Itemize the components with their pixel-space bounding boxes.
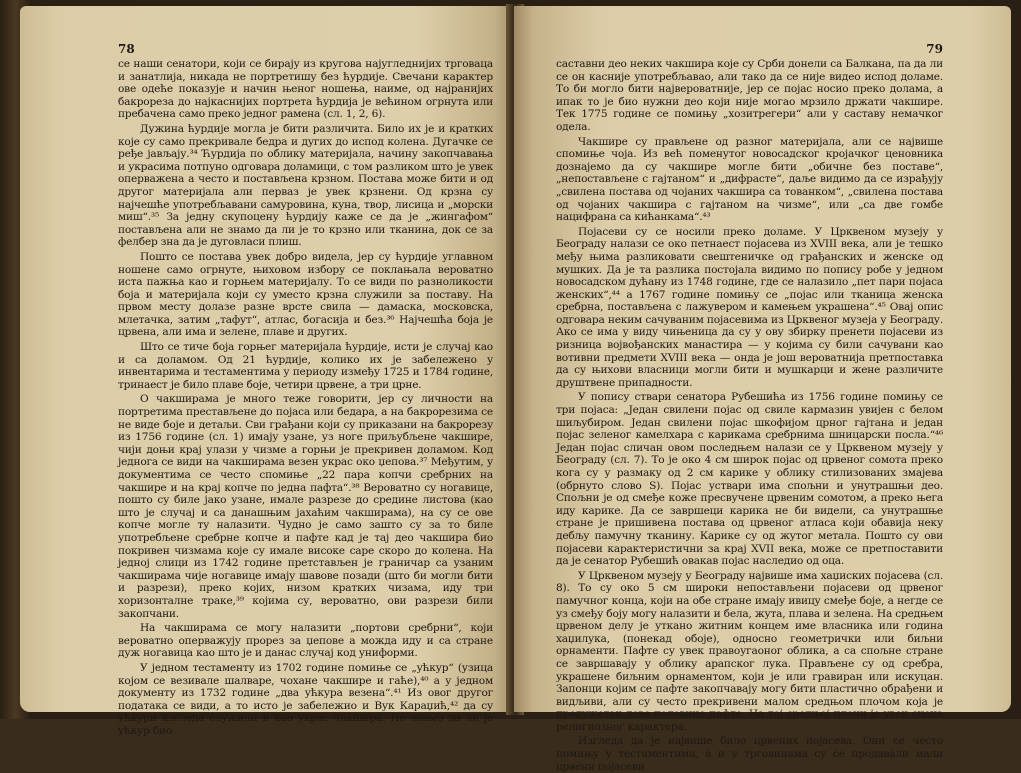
paragraph: се наши сенатори, који се бирају из кругова најугледнијих трговаца и занатлија, никада не портретишу без ћурдије. Свечани карактер ове одеће показује и начин њеног ношења, наиме, од најранијих бакрореза до најкаснијих портрета ћурдија је већином огрнута или пребачена само преко једног рамена (сл. 1, 2, 6). — [118, 58, 493, 121]
paragraph: Појасеви су се носили преко доламе. У Црквеном музеју у Београду налази се око петнаест појасева из XVIII века, али је тешко међу њима разликовати свештеничке од грађанских и женске од мушких. Да је та разлика постојала видимо по попису робе у једном новосадском дућану из 1748 године, где се налазило „пет пари појаса женских“,⁴⁴ а 1767 године помињу се „појас или тканица женска сребрна, постављена с лажувером и камењем украшена“.⁴⁵ Овај опис одговара неким сачуваним појасевима из Црквеног музеја у Београду. Ако се има у виду чињеница да су у ову збирку пренети појасеви из ризница војвођанских манастира — у којима су били сачувани као вотивни предмети XVIII века — онда је још вероватнија претпоставка да су њихови власници могли бити и мушкарци и жене различите друштвене припадности. — [556, 225, 943, 389]
paragraph: Дужина ћурдије могла је бити различита. Било их је и кратких које су само прекривале бедра и дугих до испод колена. Дугачке се ређе јављају.³⁴ Ћурдија по облику материјала, начину закопчавања и украсима потпуно одговара доламици, с том разликом што је увек оперважена а често и постављена крзном. Постава може бити и од другог материјала али перваз је увек крзнени. Од крзна су најчешће употребљавани самуровина, куна, твор, лисица и „морски миш“.³⁵ За једну скупоцену ћурдију каже се да је „жингафом“ постављена али не знамо да ли је то крзно или тканина, док се за фелбер зна да је дуговласи плиш. — [118, 122, 493, 249]
paragraph: У попису ствари сенатора Рубешића из 1756 године помињу се три појаса: „Један свилени појас од свиле кармазин увијен с белом шиљубиром. Један свилени појас шкофијом црног гајтана и један појас зеленог камелхара с карикама сребрнима шницарски посла.“⁴⁶ Један појас сличан овом последњем налази се у Црквеном музеју у Београду (сл. 7). То је око 4 см широк појас од црвеног сомота преко кога су у размаку од 2 см карике у облику стилизованих змајева (обрнуто слово S). Појас уствари има спољни и унутрашњи део. Спољни је од смеђе коже пресвучене црвеним сомотом, а преко њега иду карике. Да се завршеци карика не би видели, са унутрашње стране је пришивена постава од црвеног атласа који обавија неку дебљу памучну тканину. Карике су од жутог метала. Пошто су ови појасеви карактеристични за крај XVII века, може се претпоставити да је сенатор Рубешић овакав појас наследио од оца. — [556, 391, 943, 568]
page-text — [556, 58, 943, 773]
paragraph: Чакшире су прављене од разног материјала, али се највише спомиње чоја. Из већ поменутог новосадског кројачког ценовника дознајемо да су чакшире могле бити „обичне без поставе“, „непостављене с гајтаном“ и „дифрасте“, даље видимо да се израђују „свилена постава од чојаних чакшира са тованком“, „свилена постава од чојаних чакшира с гајтаном на чизме“, или „са две гомбе нацифрана са кићанкама“.⁴³ — [556, 135, 943, 224]
paragraph: саставни део неких чакшира које су Срби донели са Балкана, па да ли се он касније употребљавао, али тако да се није видео испод доламе. То би могло бити највероватније, јер се појас носио преко долама, а ипак то је био нужни део који није могао мрзило држати чакшире. Тек 1775 године се помињу „хозитрегери“ али у саставу немачког одела. — [556, 58, 943, 133]
right-page — [514, 6, 1011, 773]
page-number: 79 — [926, 42, 943, 56]
page-text — [118, 58, 493, 737]
paragraph: О чакширама је много теже говорити, јер су личности на портретима престављене до појаса или бедара, а на бакрорезима се не виде боје и детаљи. Сви грађани који су приказани на бакрорезу из 1756 године (сл. 1) имају узане, уз ноге приљубљене чакшире, чији доњи крај улази у чизме а горњи је прекривен доламом. Код једнога се види на чакширама везен украс око џепова.³⁷ Међутим, у документима се често спомиње „22 пара копчи сребрних на чакшире и на крај копче по једна пафта“.³⁸ Вероватно су ногавице, пошто су биле јако узане, имале разрезе до средине листова (као што је случај и са данашњим јахаћим чакширама), на су се ове копче могле ту налазити. Чудно је само зашто су за то биле употребљене сребрне копче и пафте кад је тај део чакшира био покривен чизмама које су имале високе саре скоро до колена. На једној слици из 1742 године претстављен је граничар са узаним чакширама чије ногавице имају шавове позади (што би могли бити и разрези), преко којих, низом кратких чизама, иду три хоризонталне траке,³⁹ којима су, вероватно, ови разрези били закопчани. — [118, 393, 493, 620]
paragraph: На чакширама се могу налазити „портови сребрни“, који вероватно оперважују прорез за џепове а можда иду и са стране дуж ногавица као што је и данас случај код униформи. — [118, 622, 493, 660]
paragraph: У једном тестаменту из 1702 године помиње се „ућкур“ (узица којом се везивале шалваре, чохане чакшире и гаће),⁴⁰ а у једном документу из 1732 године „два ућкура везена“.⁴¹ Из овог другог података се види, а то исто је забележио и Вук Караџић,⁴² да су ућкури изгледа служили и као украс чакшира. Не знамо да ли је ућкур био — [118, 661, 493, 737]
paragraph: Изгледа да је највише било црвених појасева. Они се често помињу у тестаментима, а и у трговинама су се продавали мали црвени појасеви — [556, 735, 943, 773]
paragraph: Пошто се постава увек добро видела, јер су ћурдије углавном ношене само огрнуте, њиховом избору се поклањала вероватно иста пажња као и горњем материјалу. То се види по разноликости боја и материјала који су уместо крзна служили за поставу. На првом месту долазе разне врсте свила — дамаска, московска, млетачка, затим „тафут“, атлас, богасија и без.³⁶ Најчешћа боја је црвена, али има и зелене, плаве и других. — [118, 250, 493, 339]
left-page — [20, 6, 515, 737]
paragraph: Што се тиче боја горњег материјала ћурдије, исти је случај као и са доламом. Од 21 ћурдије, колико их је забележено у инвентарима и тестаментима у периоду између 1725 и 1784 године, тринаест је било плаве боје, четири црвене, а три црне. — [118, 341, 493, 391]
page-number: 78 — [118, 42, 135, 56]
paragraph: У Црквеном музеју у Београду највише има хаџиских појасева (сл. 8). То су око 5 см широки непостављени појасеви од црвеног памучног конца, који на обе стране имају ивицу смеђе боје, а негде се уз смеђу боју могу налазити и бела, жута, плава и зелена. На средњем црвеном делу је уткано житним концем име власника или година хаџилука, (понекад обоје), односно геометрички или биљни орнаменти. Пафте су увек правоугаоног облика, а са спољне стране се завршавају у облику арапског лука. Прављене су од сребра, украшене биљним орнаментом, који је или гравиран или искуцан. Запонци којим се пафте закопчавају могу бити пластично обрађени и видљиви, али су често прекривени малом средњом плочом која је продужетак леве половине пафте. На тој средњој плочи је увек сцена религиозног карактера. — [556, 569, 943, 733]
